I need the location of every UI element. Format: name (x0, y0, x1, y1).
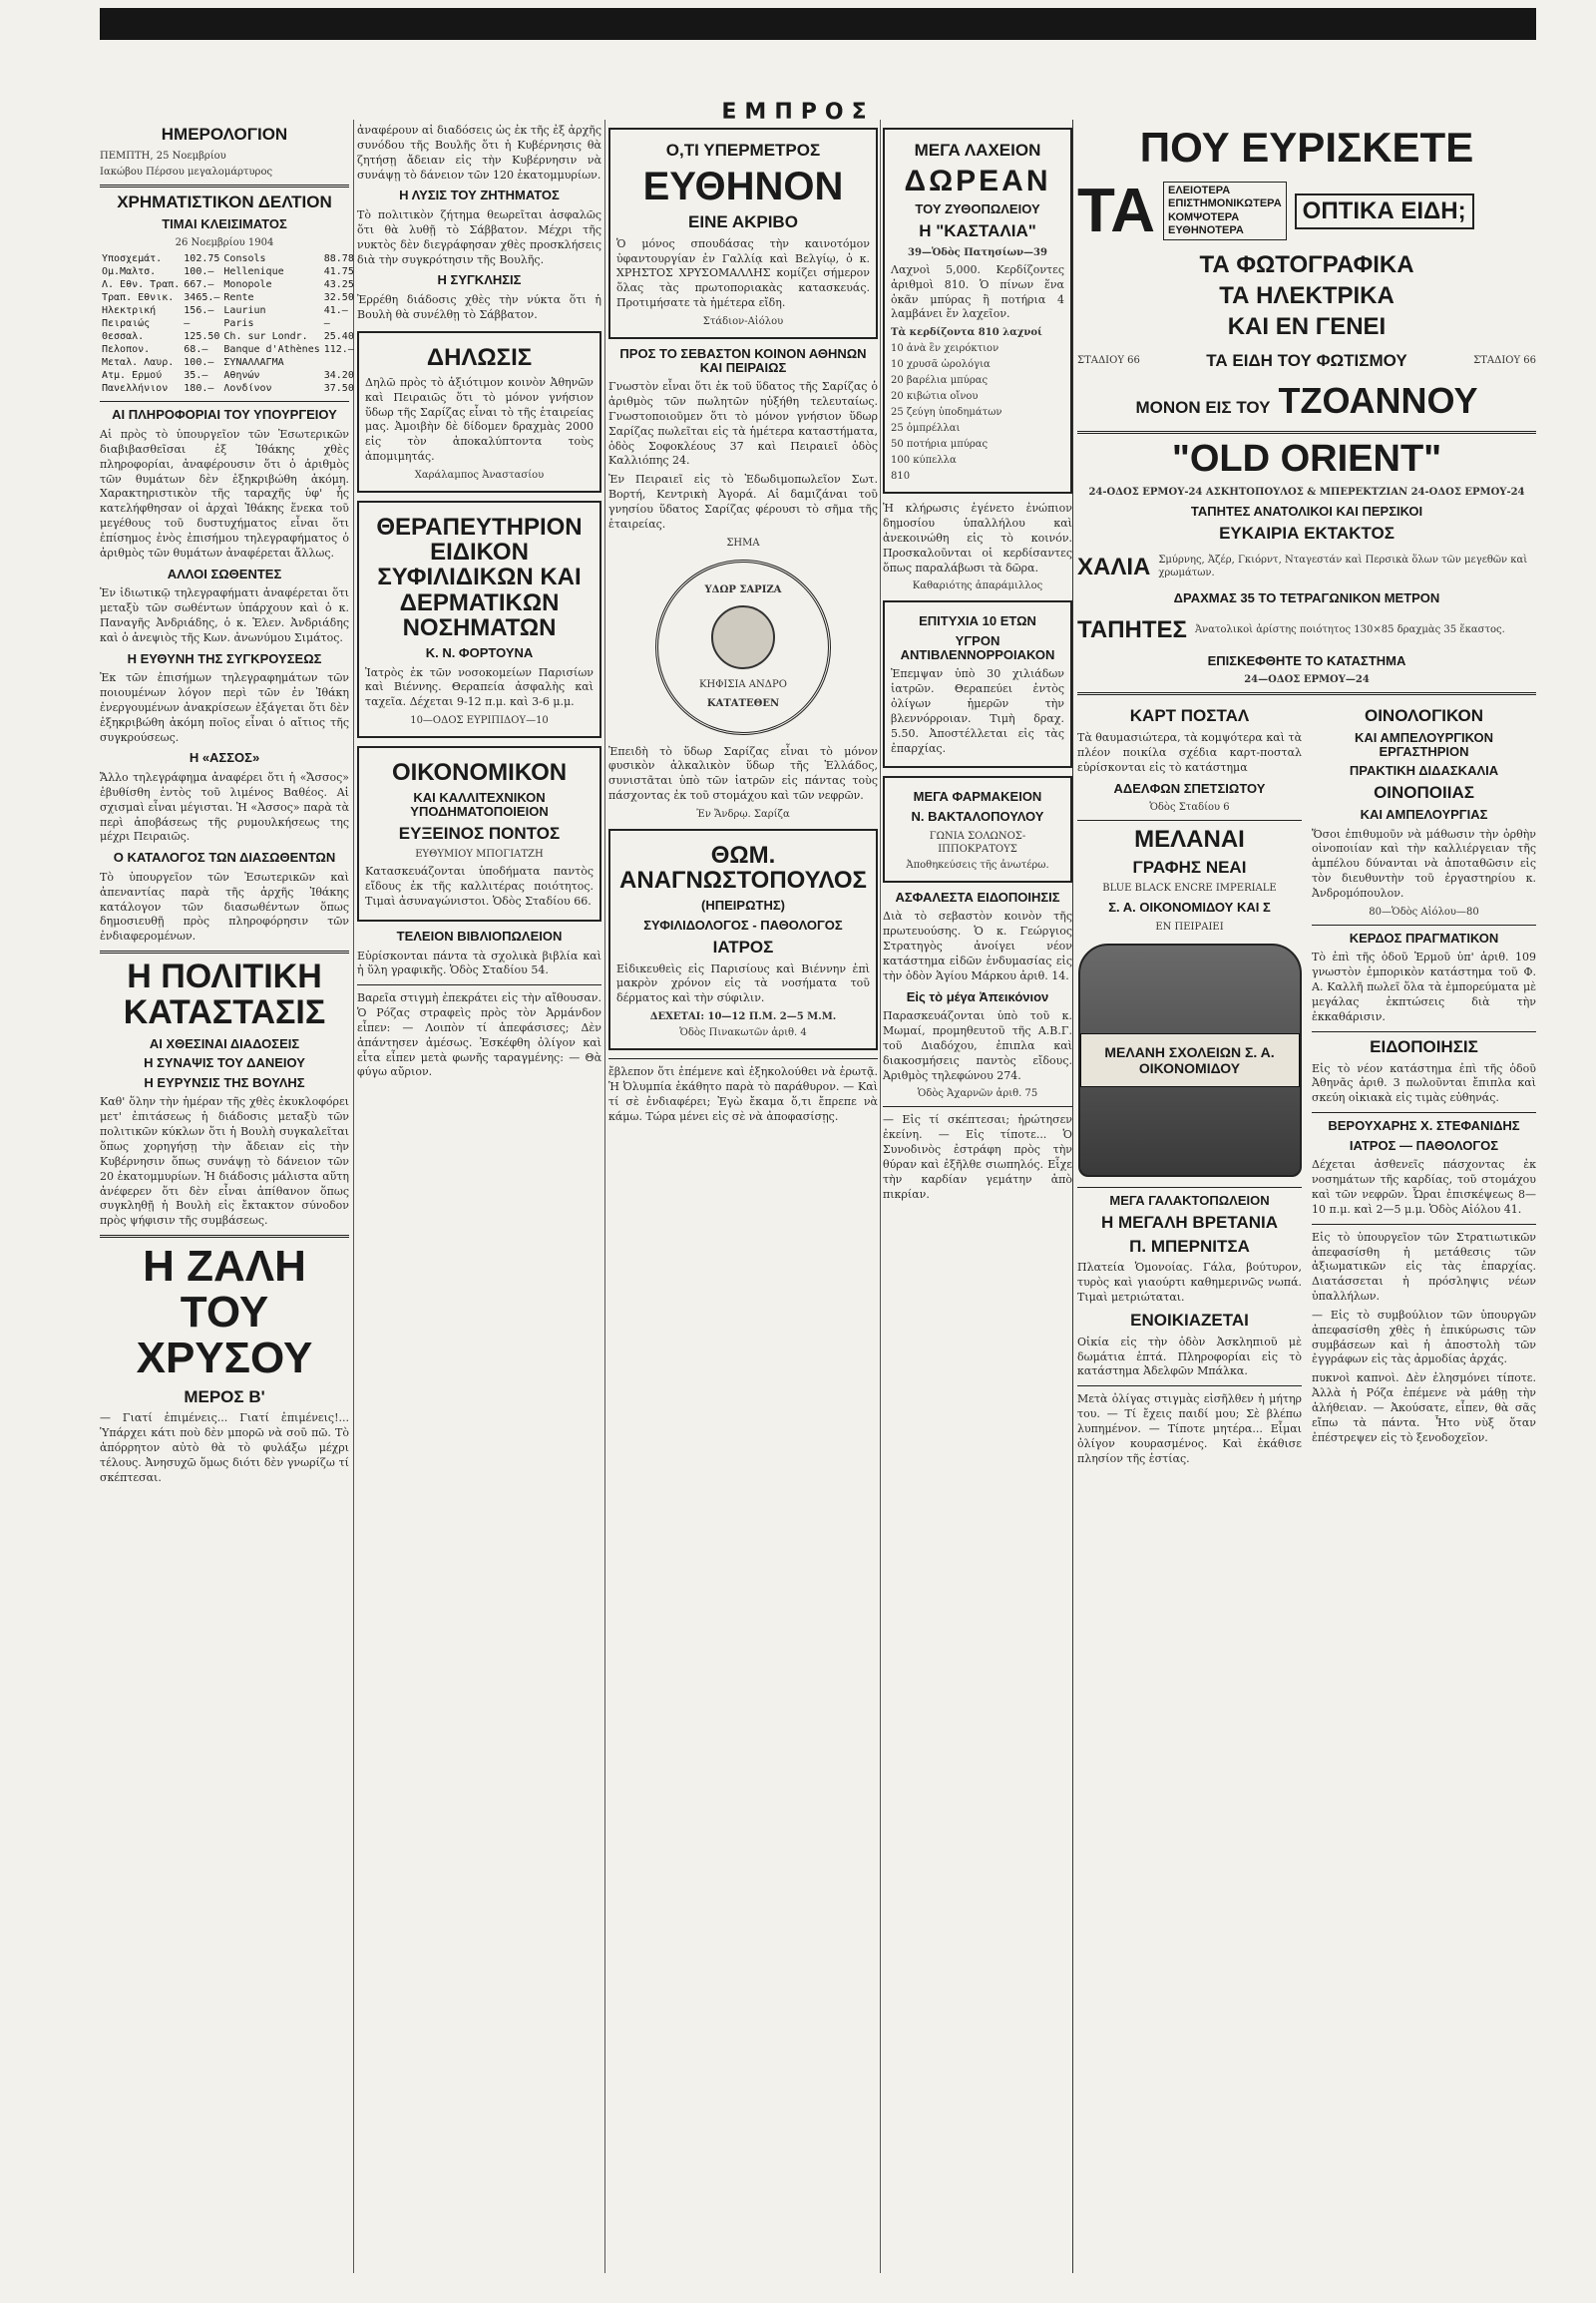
optics-ad-lighting-row (1077, 346, 1536, 376)
market-cell: 41.— (323, 305, 348, 317)
market-cell: 41.75 (323, 266, 354, 278)
wine-subtitle: ΚΑΙ ΑΜΠΕΛΟΥΡΓΙΑΣ (1360, 806, 1488, 822)
market-cell: Θεσσαλ. (102, 331, 145, 343)
market-row (100, 265, 356, 278)
optics-ad-list (1163, 182, 1287, 240)
market-cell: Paris (223, 318, 254, 330)
section-body: Τὸ πολιτικὸν ζήτημα θεωρεῖται ἀσφαλῶς ὅτι θὰ λυθῇ τὸ Σάββατον. Μέχρι τῆς νυκτὸς δὲν διεγράφησαν χθὲς προσκλήσεις διὰ τὴν συγκρότησιν τῆς Βουλῆς. (357, 208, 601, 266)
prize-item: 25 ὀμπρέλλαι (891, 423, 961, 435)
dairy-name: Η ΜΕΓΑΛΗ ΒΡΕΤΑΝΙΑ (1100, 1212, 1279, 1232)
market-row (100, 291, 356, 304)
optics-ad-lighting: ΤΑ ΕΙΔΗ ΤΟΥ ΦΩΤΙΣΜΟΥ (1206, 350, 1407, 370)
ads-right-col (1312, 701, 1536, 1470)
market-row (100, 330, 356, 343)
column-4 (883, 120, 1073, 2273)
clinic-title: ΘΕΡΑΠΕΥΤΗΡΙΟΝ ΕΙΔΙΚΟΝ ΣΥΦΙΛΙΔΙΚΩΝ ΚΑΙ ΔΕΡΜΑΤΙΚΩΝ ΝΟΣΗΜΑΤΩΝ (376, 513, 583, 641)
optics-ad-address: ΣΤΑΔΙΟΥ 66 (1077, 355, 1140, 367)
doctor-origin: (ΗΠΕΙΡΩΤΗΣ) (701, 898, 785, 914)
ink-city: ΕΝ ΠΕΙΡΑΙΕΙ (1155, 922, 1224, 934)
wine-subtitle: ΠΡΑΚΤΙΚΗ ΔΙΔΑΣΚΑΛΙΑ (1349, 763, 1499, 779)
top-black-bar (100, 8, 1536, 40)
column-5 (1077, 120, 1536, 2273)
ad-address: Στάδιον-Αἰόλου (702, 315, 784, 327)
ads-left-col (1077, 701, 1302, 1470)
prize-list (891, 342, 1064, 467)
announcement-signature: Ἐν Ἄνδρῳ. Σαρίζα (696, 809, 790, 820)
masthead: ΕΜΠΡΟΣ (721, 100, 875, 125)
market-cell: Rente (223, 292, 254, 304)
market-row (100, 252, 356, 265)
market-cell: 156.— (184, 305, 214, 317)
market-cell: Πανελλήνιον (102, 383, 169, 395)
carpet-ad-sub: ΤΑΠΗΤΕΣ ΑΝΑΤΟΛΙΚΟΙ ΚΑΙ ΠΕΡΣΙΚΟΙ (1190, 504, 1423, 520)
market-cell: Μεταλ. Λαυρ. (102, 357, 175, 369)
clinic-address: 10—ΟΔΟΣ ΕΥΡΙΠΙΔΟΥ—10 (410, 715, 549, 727)
section-body: Αἱ πρὸς τὸ ὑπουργεῖον τῶν Ἐσωτερικῶν διαβιβασθεῖσαι ἐξ Ἰθάκης χθὲς πληροφορίαι, ἀναφέρουσιν ὅτι ὁ ἀριθμὸς τῶν θυμάτων δὲν ἐξηκριβώθη ἀκόμη. Χαρακτηριστικὸν τῆς ταραχῆς ὑφ' ἧς κατελήφθησαν οἱ ἀρχαὶ Ἰθάκης ἕνεκα τοῦ μεγέθους τοῦ δυστυχήματος εἶναι ὅτι ἐπίσημος ἐνὸς ἐπισήμου τηλεγραφήματος ὁ ἀριθμὸς τῶν θυμάτων ἀναφέρεται ἄλλως. (100, 427, 349, 560)
furniture-body: Παρασκευάζονται ὑπὸ τοῦ κ. Μωμαί, προμηθευτοῦ τῆς Α.Β.Γ. τοῦ Διαδόχου, ἐπιπλα καὶ διακοσμήσεις παντὸς εἴδους. Ἀριθμὸς τηλεφώνου 274. (883, 1009, 1072, 1082)
prize-item: 100 κύπελλα (891, 455, 957, 467)
column-rule (604, 120, 605, 2273)
portrait-icon (711, 605, 775, 669)
clinic-doctor: Κ. Ν. ΦΟΡΤΟΥΝΑ (425, 644, 534, 660)
market-cell: 25.40 (323, 331, 354, 343)
doctor-title-word: ΙΑΤΡΟΣ (712, 937, 774, 957)
section-body: Ἐρρέθη διάδοσις χθὲς τὴν νύκτα ὅτι ἡ Βουλὴ θὰ συνέλθῃ τὸ Σάββατον. (357, 293, 601, 321)
wine-subtitle: ΚΑΙ ΑΜΠΕΛΟΥΡΓΙΚΟΝ ΕΡΓΑΣΤΗΡΙΟΝ (1355, 730, 1493, 759)
carpet-ad-tapites-body: Ἀνατολικοὶ ἀρίστης ποιότητος 130×85 δραχμὰς 35 ἕκαστος. (1194, 623, 1505, 635)
market-row (100, 369, 356, 382)
market-cell: Υποσχεμάτ. (102, 253, 163, 265)
market-row (100, 382, 356, 395)
finance-subtitle: ΤΙΜΑΙ ΚΛΕΙΣΙΜΑΤΟΣ (162, 215, 287, 231)
carpet-ad-row (1077, 549, 1536, 585)
market-cell: Λ. Εθν. Τραπ. (102, 279, 181, 291)
furniture-title: Εἰς τὸ μέγα Ἀπεικόνιον (906, 988, 1049, 1004)
market-cell: Πειραιώς (102, 318, 151, 330)
news-body: — Εἰς τὸ συμβούλιον τῶν ὑπουργῶν ἀπεφασίσθη χθὲς ἡ ἐπικύρωσις τῶν συμβάσεων καὶ ἡ ἀποστολὴ τῶν ἐγγράφων εἰς τὰς ἀρμοδίας ἀρχάς. (1312, 1308, 1536, 1366)
ink-title: ΜΕΛΑΝΑΙ (1134, 826, 1245, 854)
finance-title: ΧΡΗΜΑΤΙΣΤΙΚΟΝ ΔΕΛΤΙΟΝ (117, 192, 332, 211)
pharmacy-body: Ἀποθηκεύσεις τῆς ἀνωτέρω. (906, 859, 1049, 871)
market-row (100, 317, 356, 330)
lottery-free: ΔΩΡΕΑΝ (904, 164, 1051, 197)
notice-title: ΔΗΛΩΣΙΣ (426, 343, 533, 371)
seal-middle-text: ΚΗΦΙΣΙΑ ΑΝΔΡΟ (699, 679, 787, 691)
serial-text: — Εἰς τί σκέπτεσαι; ἠρώτησεν ἐκείνη. — Εἰς τίποτε... Ὁ Συνοδινὸς ἐστράφη πρὸς τὴν θύραν καὶ ἐξῆλθε σιωπηλός. Εἶχε τὴν καρδίαν γεμάτην ἀπὸ πικρίαν. (883, 1113, 1072, 1201)
politics-subheadline: Η ΣΥΝΑΨΙΣ ΤΟΥ ΔΑΝΕΙΟΥ (144, 1055, 305, 1071)
physician-body: Δέχεται ἀσθενεῖς πάσχοντας ἐκ νοσημάτων τῆς καρδίας, τοῦ στομάχου καὶ τῶν νεφρῶν. Ὧραι ἐπισκέψεως 8—10 π.μ. καὶ 2—5 μ.μ. Ὁδὸς Αἰόλου 41. (1312, 1158, 1536, 1216)
ink-subtitle: ΓΡΑΦΗΣ ΝΕΑΙ (1132, 857, 1247, 877)
seal-bottom-text: ΚΑΤΑΤΕΘΕΝ (706, 698, 780, 710)
section-body: Ἐν ἰδιωτικῷ τηλεγραφήματι ἀναφέρεται ὅτι μεταξὺ τῶν σωθέντων ὑπάρχουν καὶ ὁ κ. Παναγῆς Ἀνδριάδης, ὁ κ. Ἑλεν. Ἀνδριάδης καὶ ὁ ἀνεψιὸς τῆς Κων. ἀνωνύμου Σιμάτος. (100, 586, 349, 644)
ad-title-large: ΕΥΘΗΝΟΝ (642, 164, 844, 208)
section-body: Τὸ ὑπουργεῖον τῶν Ἐσωτερικῶν καὶ ἀπεναντίας παρὰ τῆς ἀρχῆς Ἰθάκης κατάλογον τῶν διασωθέντων ὅπως δημοσιευθῇ πρὸς πληροφόρησιν τῶν ἐνδιαφερομένων. (100, 870, 349, 944)
market-cell: Ch. sur Londr. (223, 331, 308, 343)
optics-ad-row (1077, 176, 1536, 246)
optics-ad-photo: ΤΑ ΦΩΤΟΓΡΑΦΙΚΑ (1199, 251, 1414, 279)
market-cell: 43.25 (323, 279, 354, 291)
rent-title: ΕΝΟΙΚΙΑΖΕΤΑΙ (1130, 1310, 1249, 1330)
dairy-body: Πλατεία Ὁμονοίας. Γάλα, βούτυρον, τυρὸς καὶ γιαούρτι καθημερινῶς νωπά. Τιμαὶ μετριώταται. (1077, 1261, 1302, 1305)
economy-subtitle: ΚΑΙ ΚΑΛΛΙΤΕΧΝΙΚΟΝ ΥΠΟΔΗΜΑΤΟΠΟΙΕΙΟΝ (410, 790, 549, 819)
market-cell: Ομ.Μαλτσ. (102, 266, 157, 278)
calendar-date: ΠΕΜΠΤΗ, 25 Νοεμβρίου (100, 150, 226, 162)
section-title: Η ΕΥΘΥΝΗ ΤΗΣ ΣΥΓΚΡΟΥΣΕΩΣ (127, 650, 322, 666)
pharmacy-address: ΓΩΝΙΑ ΣΟΛΩΝΟΣ-ΙΠΠΟΚΡΑΤΟΥΣ (929, 830, 1026, 855)
postcard-name: ΑΔΕΛΦΩΝ ΣΠΕΤΣΙΩΤΟΥ (1113, 780, 1266, 796)
column-rule (880, 120, 881, 2273)
prize-total: 810 (891, 471, 911, 483)
market-cell: Monopole (223, 279, 272, 291)
market-row (100, 343, 356, 356)
optics-ad-address: ΣΤΑΔΙΟΥ 66 (1473, 355, 1536, 367)
carpet-ad-visit: ΕΠΙΣΚΕΦΘΗΤΕ ΤΟ ΚΑΤΑΣΤΗΜΑ (1207, 652, 1406, 668)
market-cell: Ατμ. Ερμού (102, 370, 163, 382)
section-body: Ἐκ τῶν ἐπισήμων τηλεγραφημάτων τῶν ποιουμένων λόγον περὶ τῶν ἐν Ἰθάκη ἐνεργουμένων ἀνακρίσεων ἐξάγεται ὅτι δὲν ἐξηκριβώθη ἀκόμη ποῖος εἶναι ὁ αἴτιος τῆς συγκρούσεως. (100, 671, 349, 744)
serial-text: Μετὰ ὀλίγας στιγμὰς εἰσῆλθεν ἡ μήτηρ του. — Τί ἔχεις παιδί μου; Σὲ βλέπω λυπημένον. — Τίποτε μητέρα... Εἶμαι ὀλίγον κουρασμένος. Καὶ ἐκάθισε πλησίον τῆς ἑστίας. (1077, 1392, 1302, 1465)
market-cell: Τραπ. Εθνικ. (102, 292, 175, 304)
lottery-address: 39—Ὁδὸς Πατησίων—39 (908, 246, 1047, 258)
notice-body: Εἰς τὸ νέον κατάστημα ἐπὶ τῆς ὁδοῦ Ἀθηνᾶς ἀριθ. 3 πωλοῦνται ἔπιπλα καὶ σκεύη οἰκιακὰ εἰς τιμὰς εὐθηνάς. (1312, 1061, 1536, 1105)
carpet-ad-row (1077, 611, 1536, 648)
optics-ad-list-item: ΕΥΘΗΝΟΤΕΡΑ (1168, 223, 1244, 236)
notice-body: Δηλῶ πρὸς τὸ ἀξιότιμον κοινὸν Ἀθηνῶν καὶ Πειραιῶς ὅτι τὸ μόνον γνήσιον ὕδωρ τῆς Σαρίζας εἶναι τὸ τῆς ἑταιρείας μας. Ἀμοιβὴν δὲ δίδομεν δραχμὰς 2000 εἰς τὸν ἀποκαλύπτοντα τοὺς ἀπομιμητάς. (365, 375, 594, 464)
announcement-title: ΠΡΟΣ ΤΟ ΣΕΒΑΣΤΟΝ ΚΟΙΝΟΝ ΑΘΗΝΩΝ ΚΑΙ ΠΕΙΡΑΙΩΣ (619, 345, 867, 375)
market-cell: Lauriun (223, 305, 266, 317)
serial-text: ἔβλεπον ὅτι ἐπέμενε καὶ ἐξηκολούθει νὰ ἐρωτᾷ. Ἡ Ὀλυμπία ἐκάθητο παρὰ τὸ παράθυρον. — Καὶ τί σὲ ἐνδιαφέρει; Ἐγὼ ἔκαμα ὅ,τι ἔπρεπε νὰ κάμω. Τώρα μένει εἰς σὲ νὰ ἀποφασίσῃς. (608, 1065, 878, 1123)
announcement-body: Ἐν Πειραιεῖ εἰς τὸ Ἐδωδιμοπωλεῖον Σωτ. Βορτή, Κεντρικὴ Ἀγορά. Αἱ δαμιζάναι τοῦ γνησίου ὕδατος Σαρίζας φέρουσι τὸ σῆμα τῆς ἑταιρείας. (608, 473, 878, 531)
notice-title: ΕΙΔΟΠΟΙΗΣΙΣ (1370, 1036, 1478, 1056)
carpet-ad-xalia-body: Σμύρνης, Ἀζέρ, Γκιόρντ, Νταγεστάν καὶ Περσικὰ ὅλων τῶν μεγεθῶν καὶ χρωμάτων. (1158, 555, 1528, 579)
doctor-body: Εἰδικευθεὶς εἰς Παρισίους καὶ Βιέννην ἐπὶ μακρὸν χρόνον εἰς τὰ νοσήματα τοῦ δέρματος καὶ τὴν σύφιλιν. (616, 961, 870, 1005)
wine-body: Ὅσοι ἐπιθυμοῦν νὰ μάθωσιν τὴν ὀρθὴν οἰνοποιίαν καὶ τὴν καλλιέργειαν τῆς ἀμπέλου δύνανται νὰ ἀποταθῶσιν εἰς τὸν διευθυντὴν τοῦ ἐργαστηρίου κ. Ἀνδρομόπουλον. (1312, 827, 1536, 900)
bookstore-title: ΤΕΛΕΙΟΝ ΒΙΒΛΙΟΠΩΛΕΙΟΝ (396, 928, 563, 944)
postcard-address: Ὁδὸς Σταδίου 6 (1149, 802, 1230, 814)
trademark-seal (655, 560, 831, 735)
market-cell: Αθηνών (223, 370, 260, 382)
profit-title: ΚΕΡΔΟΣ ΠΡΑΓΜΑΤΙΚΟΝ (1349, 930, 1499, 946)
ad-body: Ὁ μόνος σπουδάσας τὴν καινοτόμον ὑφαντουργίαν ἐν Γαλλίᾳ καὶ Βελγίῳ, ὁ κ. ΧΡΗΣΤΟΣ ΧΡΥΣΟΜΑΛΛΗΣ κομίζει σήμερον ὅλας τὰς πρωτοποριακὰς κατασκευάς. Προτιμήσατε τὰ ἡμέτερα εἴδη. (616, 236, 870, 310)
wine-title: ΟΙΝΟΛΟΓΙΚΟΝ (1364, 706, 1484, 726)
prize-item: 25 ζεύγη ὑποδημάτων (891, 407, 1002, 419)
section-title: Η «ΑΣΣΟΣ» (189, 750, 260, 766)
finance-date: 26 Νοεμβρίου 1904 (175, 237, 274, 249)
politics-subheadline: Η ΕΥΡΥΝΣΙΣ ΤΗΣ ΒΟΥΛΗΣ (144, 1074, 305, 1090)
market-cell: 102.75 (184, 253, 220, 265)
column-3 (608, 120, 878, 2273)
market-cell: Consols (223, 253, 266, 265)
news-body: Εἰς τὸ ὑπουργεῖον τῶν Στρατιωτικῶν ἀπεφασίσθη ἡ μετάθεσις τῶν ἀξιωματικῶν εἰς τὰς ἐπαρχίας. Διατάσσεται ἡ πρόσληψις νέων ὑπαλλήλων. (1312, 1230, 1536, 1304)
lottery-name: Η "ΚΑΣΤΑΛΙΑ" (919, 220, 1036, 240)
section-title: Η ΣΥΓΚΛΗΣΙΣ (437, 272, 522, 288)
prize-title: Τὰ κερδίζοντα 810 λαχνοί (891, 327, 1042, 339)
ad-title: Ο,ΤΙ ΥΠΕΡΜΕΤΡΟΣ (665, 141, 821, 160)
optics-ad-name: ΤΖΟΑΝΝΟΥ (1278, 379, 1478, 421)
market-cell: Λονδίνον (223, 383, 272, 395)
optics-ad-list-item: ΕΛΕΙΟΤΕΡΑ (1168, 185, 1231, 197)
dairy-title: ΜΕΓΑ ΓΑΛΑΚΤΟΠΩΛΕΙΟΝ (1109, 1193, 1270, 1209)
cure-name: ΥΓΡΟΝ ΑΝΤΙΒΛΕΝΝΟΡΡΟΙΑΚΟΝ (900, 633, 1055, 662)
wine-address: 80—Ὁδὸς Αἰόλου—80 (1369, 906, 1479, 918)
calendar-saint: Ιακώβου Πέρσου μεγαλομάρτυρος (100, 166, 273, 178)
market-cell: — (184, 318, 191, 330)
politics-headline: Η ΠΟΛΙΤΙΚΗ ΚΑΤΑΣΤΑΣΙΣ (123, 958, 326, 1031)
market-cell: Ηλεκτρική (102, 305, 157, 317)
column-2 (357, 120, 601, 2273)
market-cell: 100.— (184, 357, 214, 369)
section-title: Η ΛΥΣΙΣ ΤΟΥ ΖΗΤΗΜΑΤΟΣ (399, 188, 560, 203)
novel-body: — Γιατί ἐπιμένεις... Γιατί ἐπιμένεις!... Ὑπάρχει κάτι ποὺ δὲν μπορῶ νὰ σοῦ πῶ. Τὸ ἀπόρρητον αὐτὸ θὰ τὸ φυλάξω μέχρι τέλους. Ἀνησυχῶ ὅμως διότι δὲν γνωρίζω τί σκέπτεσαι. (100, 1411, 349, 1484)
optics-ad-electric: ΤΑ ΗΛΕΚΤΡΙΚΑ (1219, 282, 1395, 310)
carpet-ad-price: ΔΡΑΧΜΑΣ 35 ΤΟ ΤΕΤΡΑΓΩΝΙΚΟΝ ΜΕΤΡΟΝ (1173, 589, 1440, 605)
economy-owner: ΕΥΘΥΜΙΟΥ ΜΠΟΓΙΑΤΖΗ (415, 849, 544, 861)
carpet-ad-bottom: 24—ΟΔΟΣ ΕΡΜΟΥ—24 (1244, 674, 1370, 686)
ink-brand: Σ. Α. ΟΙΚΟΝΟΜΙΔΟΥ ΚΑΙ Σ (1108, 900, 1271, 916)
seal-caption: ΣΗΜΑ (726, 537, 760, 549)
market-cell: 34.20 (323, 370, 354, 382)
column-1 (100, 120, 354, 2273)
market-cell: 37.50 (323, 383, 354, 395)
lottery-title: ΜΕΓΑ ΛΑΧΕΙΟΝ (914, 141, 1041, 160)
carpet-ad-title: "OLD ORIENT" (1171, 438, 1442, 481)
market-cell: 3465.— (184, 292, 220, 304)
physician-name: ΒΕΡΟΥΧΑΡΗΣ Χ. ΣΤΕΦΑΝΙΔΗΣ (1328, 1118, 1520, 1134)
bookstore-body: Εὑρίσκονται πάντα τὰ σχολικὰ βιβλία καὶ ἡ ὕλη γραφικῆς. Ὁδὸς Σταδίου 54. (357, 949, 601, 977)
doctor-hours: ΔΕΧΕΤΑΙ: 10—12 Π.Μ. 2—5 Μ.Μ. (649, 1011, 837, 1023)
novel-part: ΜΕΡΟΣ Β' (184, 1386, 265, 1406)
market-table (100, 252, 356, 395)
ink-bottle-label: ΜΕΛΑΝΗ ΣΧΟΛΕΙΩΝ Σ. Α. ΟΙΚΟΝΟΜΙΔΟΥ (1080, 1033, 1300, 1087)
dairy-owner: Π. ΜΠΕΡΝΙΤΣΑ (1129, 1236, 1250, 1256)
section-title: ΑΛΛΟΙ ΣΩΘΕΝΤΕΣ (167, 566, 282, 581)
market-cell: 35.— (184, 370, 208, 382)
economy-body: Κατασκευάζονται ὑποδήματα παντὸς εἴδους ἐκ τῆς καλλιτέρας ποιότητος. Τιμαὶ ἀσυναγώνιστοι. Ὁδὸς Σταδίου 66. (365, 865, 594, 909)
cure-body: Ἐπεμψαν ὑπὸ 30 χιλιάδων ἰατρῶν. Θεραπεύει ἐντὸς ὀλίγων ἡμερῶν τὴν βλεννόρροιαν. Τιμὴ δραχ. 5.50. Ἀποστέλλεται εἰς τὰς ἐπαρχίας. (891, 667, 1064, 755)
market-row (100, 304, 356, 317)
market-row (100, 278, 356, 291)
notice-title: ΑΣΦΑΛΕΣΤΑ ΕΙΔΟΠΟΙΗΣΙΣ (895, 889, 1060, 905)
carpet-ad-address: 24-ΟΔΟΣ ΕΡΜΟΥ-24 ΑΣΚΗΤΟΠΟΥΛΟΣ & ΜΠΕΡΕΚΤΖΙΑΝ 24-ΟΔΟΣ ΕΡΜΟΥ-24 (1088, 487, 1525, 499)
market-cell: 68.— (184, 344, 208, 356)
market-cell: 112.— (323, 344, 354, 356)
ad-subtitle: ΕΙΝΕ ΑΚΡΙΒΟ (688, 211, 798, 231)
announcement-body: Ἐπειδὴ τὸ ὕδωρ Σαρίζας εἶναι τὸ μόνον φυσικὸν ἀλκαλικὸν ὕδωρ τῆς Ἑλλάδος, συνιστᾶται ὑπὸ τῶν ἰατρῶν εἰς πάντας τοὺς πάσχοντας ἐκ τοῦ στομάχου καὶ τῶν νεφρῶν. (608, 744, 878, 803)
lottery-sub: ΤΟΥ ΖΥΘΟΠΩΛΕΙΟΥ (915, 201, 1040, 217)
section-body: Ἄλλο τηλεγράφημα ἀναφέρει ὅτι ἡ «Ἄσσος» ἐβυθίσθη ἐντὸς τοῦ λιμένος Βαθέος. Αἱ σχισμαὶ εἶναι μέγισται. Ἡ «Ἀσσος» παρὰ τὰ περὶ ἀποβάσεως τῆς ρυμουλκήσεως της μέχρι Πειραιῶς. (100, 771, 349, 844)
optics-ad-list-item: ΕΠΙΣΤΗΜΟΝΙΚΩΤΕΡΑ (1168, 197, 1282, 210)
ink-body: BLUE BLACK ENCRE IMPERIALE (1102, 883, 1277, 895)
serial-text: Βαρεῖα στιγμὴ ἐπεκράτει εἰς τὴν αἴθουσαν. Ὁ Ρόζας στραφεὶς πρὸς τὸν Ἀρμάνδον εἶπεν: — Λοιπὸν τί ἀπεφάσισες; Δὲν ἀπάντησεν ἀμέσως. Ἐσκέφθη ὀλίγον καὶ εἶτα εἶπεν μετὰ φωνῆς ταραγμένης: — Θὰ φύγω αὔριον. (357, 991, 601, 1079)
optics-ad-ta: ΤΑ (1077, 177, 1156, 246)
postcard-body: Τὰ θαυμασιώτερα, τὰ κομψότερα καὶ τὰ πλέον ποικίλα σχέδια καρτ-ποσταλ εὑρίσκονται εἰς τὸ κατάστημα (1077, 731, 1302, 774)
serial-text: πυκνοὶ καπνοὶ. Δὲν ἐλησμόνει τίποτε. Ἀλλὰ ἡ Ρόζα ἐπέμενε νὰ μάθῃ τὴν ἀλήθειαν. — Ἀκούσατε, εἶπεν, θὰ σᾶς εἴπω τὰ πάντα. Ἦτο νὺξ ὅταν ἐπέστρεψεν εἰς τὸ ξενοδοχεῖον. (1312, 1371, 1536, 1444)
market-cell: 32.50 (323, 292, 354, 304)
economy-name: ΕΥΞΕΙΝΟΣ ΠΟΝΤΟΣ (398, 823, 561, 843)
market-cell: 180.— (184, 383, 214, 395)
optics-ad-list-item: ΚΟΜΨΟΤΕΡΑ (1168, 210, 1240, 223)
prize-item: 50 ποτήρια μπύρας (891, 439, 989, 451)
cure-title: ΕΠΙΤΥΧΙΑ 10 ΕΤΩΝ (919, 613, 1036, 629)
optics-ad-general: ΚΑΙ ΕΝ ΓΕΝΕΙ (1227, 313, 1387, 341)
market-cell: Banque d'Athènes (223, 344, 320, 356)
ads-two-col (1077, 701, 1536, 1470)
market-cell: Πελοπον. (102, 344, 151, 356)
prize-item: 20 βαρέλια μπύρας (891, 375, 989, 387)
doctor-specialty: ΣΥΦΙΛΙΔΟΛΟΓΟΣ - ΠΑΘΟΛΟΓΟΣ (643, 918, 843, 934)
market-row (100, 356, 356, 369)
market-cell: Hellenique (223, 266, 284, 278)
prize-item: 20 κιβώτια οἴνου (891, 391, 979, 403)
doctor-address: Ὁδὸς Πινακωτῶν ἀριθ. 4 (679, 1027, 807, 1039)
market-cell (322, 356, 356, 369)
notice-body: Διὰ τὸ σεβαστὸν κοινὸν τῆς πρωτευούσης. Ὁ κ. Γεώργιος Στρατηγὸς ἀνοίγει νέον κατάστημα εἰδῶν ἐνδυμασίας εἰς τὴν ὁδὸν Ἁγίου Μάρκου ἀριθ. 14. (883, 910, 1072, 982)
market-cell: 88.78 (323, 253, 354, 265)
lottery-body: Λαχνοὶ 5,000. Κερδίζοντες ἀριθμοὶ 810. Ὁ πίνων ἕνα ὀκᾶν μπύρας ἢ ποτήρια 4 λαμβάνει ἕν λαχεῖον. (891, 262, 1064, 321)
carpet-ad-tapites: ΤΑΠΗΤΕΣ (1077, 615, 1187, 643)
optics-ad-only: ΜΟΝΟΝ ΕΙΣ ΤΟΥ (1135, 397, 1271, 417)
market-cell: — (323, 318, 330, 330)
rent-body: Οἰκία εἰς τὴν ὁδὸν Ἀσκληπιοῦ μὲ δωμάτια ἑπτά. Πληροφορίαι εἰς τὸ κατάστημα Ἀδελφῶν Μπάλκα. (1077, 1335, 1302, 1378)
prize-item: 10 χρυσᾶ ὡρολόγια (891, 359, 991, 371)
prize-item: 10 ἀνὰ ἓν χειρόκτιον (891, 343, 999, 355)
section-title: Ο ΚΑΤΑΛΟΓΟΣ ΤΩΝ ΔΙΑΣΩΘΕΝΤΩΝ (113, 850, 336, 866)
wine-subtitle: ΟΙΝΟΠΟΙΙΑΣ (1374, 783, 1474, 803)
politics-body: Καθ' ὅλην τὴν ἡμέραν τῆς χθὲς ἐκυκλοφόρει μετ' ἐπιτάσεως ἡ διάδοσις μεταξὺ τῶν πολιτικῶν κύκλων ὅτι ἡ Βουλὴ συγκαλεῖται ὅπως χορηγήσῃ τὴν ἄδειαν εἰς τὴν Κυβέρνησιν ὅπως συνάψῃ τὸ δάνειον τῶν 20 ἑκατομμυρίων. Ἡ διάδοσις μάλιστα αὕτη ἀνέφερεν ὅτι δὲν εἶναι ἀπίθανον ὅπως συγκληθῇ ἡ Βουλὴ εἰς ἔκτακτον σύνοδον πρὸς ψήφισιν τῆς συμβάσεως. (100, 1095, 349, 1228)
column-rule (353, 120, 354, 2273)
calendar-title: ΗΜΕΡΟΛΟΓΙΟΝ (161, 125, 288, 144)
physician-title: ΙΑΤΡΟΣ — ΠΑΘΟΛΟΓΟΣ (1349, 1137, 1499, 1153)
lottery-note-sign: Καθαριότης ἀπαράμιλλος (912, 580, 1043, 592)
postcard-title: ΚΑΡΤ ΠΟΣΤΑΛ (1129, 706, 1250, 726)
pharmacy-title: ΜΕΓΑ ΦΑΡΜΑΚΕΙΟΝ (913, 789, 1042, 805)
market-cell: 667.— (184, 279, 214, 291)
novel-title: Η ΖΑΛΗ ΤΟΥ ΧΡΥΣΟΥ (136, 1242, 313, 1383)
politics-subheadline: ΑΙ ΧΘΕΣΙΝΑΙ ΔΙΑΔΟΣΕΙΣ (149, 1035, 300, 1051)
economy-title: ΟΙΚΟΝΟΜΙΚΟΝ (391, 759, 568, 787)
announcement-body: Γνωστὸν εἶναι ὅτι ἐκ τοῦ ὕδατος τῆς Σαρίζας ὁ ἀριθμὸς τῶν πωλητῶν ηὐξήθη τελευταίως. Γνωστοποιοῦμεν ὅτι τὸ μόνον γνήσιον ὕδωρ Σαρίζας πωλεῖται εἰς τὰ ἡμέτερα καταστήματα, ὁδὸς Σοφοκλέους 37 καὶ Πειραιεῖ ὁδὸς Καλλιόπης 24. (608, 380, 878, 468)
lottery-note: Ἡ κλήρωσις ἐγένετο ἐνώπιον δημοσίου ὑπαλλήλου καὶ ἀνεκοινώθη εἰς τὸ κοινόν. Προσκαλοῦνται οἱ κερδίσαντες ὅπως παραλάβωσι τὰ δῶρα. (883, 502, 1072, 575)
section-title: ΑΙ ΠΛΗΡΟΦΟΡΙΑΙ ΤΟΥ ΥΠΟΥΡΓΕΙΟΥ (112, 407, 337, 423)
carpet-ad-xalia: ΧΑΛΙΑ (1077, 553, 1151, 580)
article-body: ἀναφέρουν αἱ διαδόσεις ὡς ἐκ τῆς ἐξ ἀρχῆς συνόδου τῆς Βουλῆς ὅτι ἡ Κυβέρνησις θὰ ζητήσῃ ἄδειαν εἰς τὴν Κυβέρνησιν νὰ συνάψῃ τὸ δάνειον τῶν 120 ἑκατομμυρίων. (357, 124, 601, 182)
optics-ad-optika: ΟΠΤΙΚΑ ΕΙΔΗ; (1295, 193, 1474, 229)
profit-body: Τὸ ἐπὶ τῆς ὁδοῦ Ἑρμοῦ ὑπ' ἀριθ. 109 γνωστὸν ἐμπορικὸν κατάστημα τοῦ Φ. Α. Καλλῆ πωλεῖ ὅλα τὰ ἐμπορεύματα μὲ μεγάλας ἐκπτώσεις διὰ τὴν ἐκκαθάρισιν. (1312, 951, 1536, 1023)
market-cell: ΣΥΝΑΛΛΑΓΜΑ (223, 357, 284, 369)
notice-signature: Χαράλαμπος Ἀναστασίου (414, 469, 545, 481)
optics-ad-only-row (1077, 376, 1536, 426)
market-cell: 125.50 (184, 331, 220, 343)
ink-bottle-icon (1078, 944, 1302, 1177)
carpet-ad-offer: ΕΥΚΑΙΡΙΑ ΕΚΤΑΚΤΟΣ (1219, 523, 1395, 543)
seal-top-text: ΥΔΩΡ ΣΑΡΙΖΑ (704, 584, 782, 596)
optics-ad-title: ΠΟΥ ΕΥΡΙΣΚΕΤΕ (1139, 124, 1474, 171)
doctor-name: ΘΩΜ. ΑΝΑΓΝΩΣΤΟΠΟΥΛΟΣ (619, 842, 867, 895)
furniture-address: Ὁδὸς Ἀχαρνῶν ἀριθ. 75 (917, 1088, 1038, 1100)
pharmacy-name: Ν. ΒΑΚΤΑΛΟΠΟΥΛΟΥ (911, 809, 1044, 825)
clinic-body: Ἰατρὸς ἐκ τῶν νοσοκομείων Παρισίων καὶ Βιέννης. Θεραπεία ἀσφαλὴς καὶ ταχεῖα. Δέχεται 9-12 π.μ. καὶ 3-6 μ.μ. (365, 665, 594, 709)
market-cell: 100.— (184, 266, 214, 278)
